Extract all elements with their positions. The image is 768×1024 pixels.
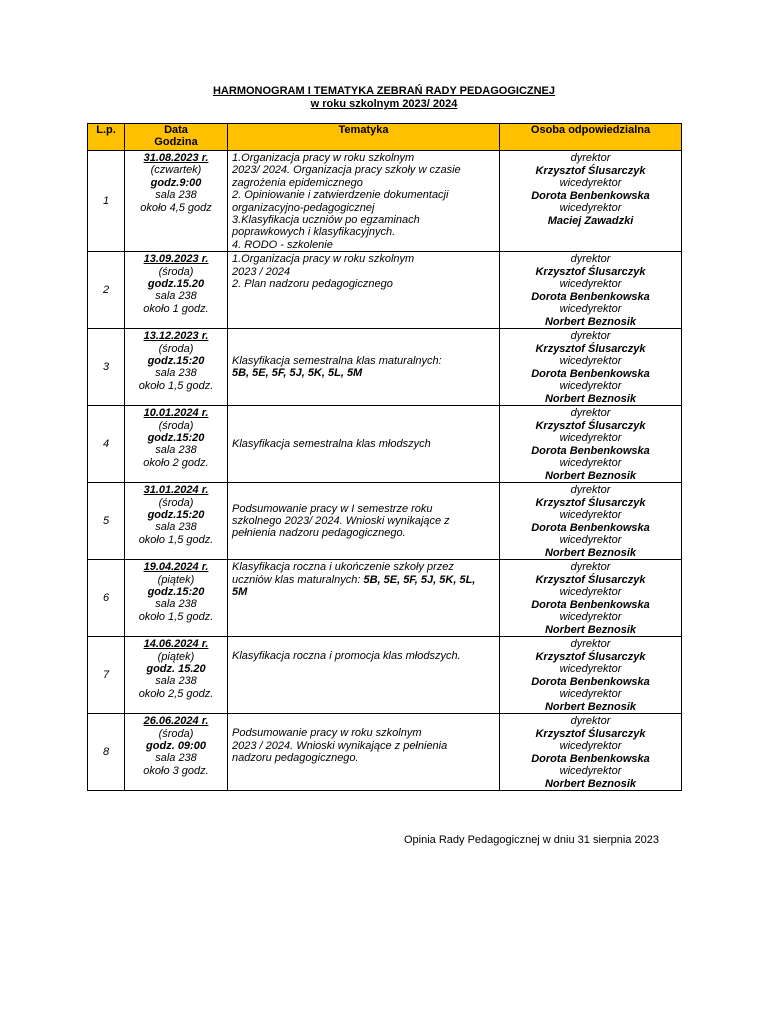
person-name: Dorota Benbenkowska bbox=[531, 290, 650, 303]
table-row bbox=[88, 560, 682, 637]
person-role: wicedyrektor bbox=[559, 765, 622, 778]
row-number: 2 bbox=[88, 252, 125, 329]
topic-line: Klasyfikacja semestralna klas maturalnych: bbox=[232, 354, 442, 367]
meeting-date: 19.04.2024 r. bbox=[143, 561, 209, 574]
topic-line: 2023/ 2024. Organizacja pracy szkoły w czasie bbox=[232, 164, 461, 177]
meeting-duration: około 4,5 godz bbox=[140, 201, 212, 214]
meeting-day: (środa) bbox=[158, 727, 194, 740]
person-role: dyrektor bbox=[570, 715, 611, 728]
meeting-duration: około 2,5 godz. bbox=[138, 687, 214, 700]
table-row bbox=[88, 714, 682, 791]
person-role: wicedyrektor bbox=[559, 380, 622, 393]
meeting-day: (środa) bbox=[158, 419, 194, 432]
date-cell bbox=[125, 714, 228, 791]
responsible-cell bbox=[500, 483, 682, 560]
table-row bbox=[88, 329, 682, 406]
responsible-cell bbox=[500, 406, 682, 483]
meeting-day: (piątek) bbox=[157, 573, 195, 586]
person-role: dyrektor bbox=[570, 407, 611, 420]
topic-cell bbox=[228, 151, 500, 252]
topic-cell bbox=[228, 637, 500, 714]
topic-line: Klasyfikacja semestralna klas młodszych bbox=[232, 438, 431, 451]
footer-note: Opinia Rady Pedagogicznej w dniu 31 sierpnia 2023 bbox=[404, 834, 660, 846]
person-role: dyrektor bbox=[570, 330, 611, 343]
topic-line: 2. Plan nadzoru pedagogicznego bbox=[232, 278, 393, 291]
person-role: wicedyrektor bbox=[559, 457, 622, 470]
meeting-hour: godz.15:20 bbox=[147, 509, 205, 522]
person-name: Norbert Beznosik bbox=[544, 315, 637, 328]
person-name: Norbert Beznosik bbox=[544, 777, 637, 790]
topic-line: nadzoru pedagogicznego. bbox=[232, 752, 359, 765]
person-name: Norbert Beznosik bbox=[544, 623, 637, 636]
meeting-hour: godz.9:00 bbox=[150, 176, 202, 189]
person-name: Dorota Benbenkowska bbox=[531, 598, 650, 611]
topic-cell bbox=[228, 329, 500, 406]
meeting-duration: około 1,5 godz. bbox=[138, 610, 214, 623]
person-role: wicedyrektor bbox=[559, 663, 622, 676]
responsible-cell bbox=[500, 637, 682, 714]
meeting-room: sala 238 bbox=[155, 189, 197, 202]
person-role: dyrektor bbox=[570, 152, 611, 164]
responsible-cell bbox=[500, 560, 682, 637]
topic-line: 2023 / 2024 bbox=[232, 265, 291, 278]
date-cell bbox=[125, 483, 228, 560]
responsible-cell bbox=[500, 252, 682, 329]
row-number: 4 bbox=[88, 406, 125, 483]
title-line-2: w roku szkolnym 2023/ 2024 bbox=[310, 98, 458, 110]
topic-cell bbox=[228, 252, 500, 329]
person-name: Dorota Benbenkowska bbox=[531, 444, 650, 457]
meeting-room: sala 238 bbox=[155, 444, 197, 457]
person-role: dyrektor bbox=[570, 638, 611, 651]
row-number: 3 bbox=[88, 329, 125, 406]
person-name: Dorota Benbenkowska bbox=[531, 521, 650, 534]
topic-line: Podsumowanie pracy w I semestrze roku bbox=[232, 502, 433, 515]
date-cell bbox=[125, 329, 228, 406]
person-name: Dorota Benbenkowska bbox=[531, 752, 650, 765]
meeting-hour: godz.15.20 bbox=[147, 278, 205, 291]
meeting-room: sala 238 bbox=[155, 598, 197, 611]
person-role: dyrektor bbox=[570, 561, 611, 574]
meeting-hour: godz.15:20 bbox=[147, 355, 205, 368]
person-name: Krzysztof Ślusarczyk bbox=[535, 727, 646, 740]
meeting-room: sala 238 bbox=[155, 290, 197, 303]
date-cell bbox=[125, 406, 228, 483]
person-role: wicedyrektor bbox=[559, 355, 622, 368]
meeting-room: sala 238 bbox=[155, 521, 197, 534]
table-row bbox=[88, 406, 682, 483]
topic-classes: 5B, 5E, 5F, 5J, 5K, 5L, 5M bbox=[232, 367, 363, 380]
title-line-1: HARMONOGRAM I TEMATYKA ZEBRAŃ RADY PEDAGOGICZNEJ bbox=[212, 85, 556, 97]
date-cell bbox=[125, 560, 228, 637]
person-name: Norbert Beznosik bbox=[544, 392, 637, 405]
person-role: wicedyrektor bbox=[559, 688, 622, 701]
meeting-duration: około 1,5 godz. bbox=[138, 533, 214, 546]
topic-line: organizacyjno-pedagogicznej bbox=[232, 201, 375, 214]
meeting-duration: około 2 godz. bbox=[143, 456, 209, 469]
header-lp: L.p. bbox=[88, 124, 125, 151]
topic-line bbox=[232, 574, 496, 586]
person-role: wicedyrektor bbox=[559, 586, 622, 599]
meeting-room: sala 238 bbox=[155, 367, 197, 380]
responsible-cell bbox=[500, 329, 682, 406]
meeting-hour: godz.15:20 bbox=[147, 586, 205, 599]
topic-line: Klasyfikacja roczna i promocja klas młodszych. bbox=[232, 650, 461, 663]
row-number: 5 bbox=[88, 483, 125, 560]
person-name: Norbert Beznosik bbox=[544, 469, 637, 482]
date-cell bbox=[125, 252, 228, 329]
topic-text: uczniów klas maturalnych: bbox=[232, 573, 364, 586]
person-name: Krzysztof Ślusarczyk bbox=[535, 573, 646, 586]
topic-line: 1.Organizacja pracy w roku szkolnym bbox=[232, 253, 415, 266]
meeting-duration: około 1,5 godz. bbox=[138, 379, 214, 392]
topic-line: 1.Organizacja pracy w roku szkolnym bbox=[232, 152, 415, 164]
person-role: wicedyrektor bbox=[559, 202, 622, 214]
person-name: Krzysztof Ślusarczyk bbox=[535, 650, 646, 663]
meeting-duration: około 1 godz. bbox=[143, 302, 209, 315]
topic-line: poprawkowych i klasyfikacyjnych. bbox=[232, 226, 396, 239]
person-name: Krzysztof Ślusarczyk bbox=[535, 164, 646, 177]
table-row bbox=[88, 483, 682, 560]
meeting-hour: godz. 09:00 bbox=[146, 740, 206, 753]
meeting-room: sala 238 bbox=[155, 675, 197, 688]
topic-cell bbox=[228, 406, 500, 483]
person-name: Dorota Benbenkowska bbox=[531, 367, 650, 380]
meeting-date: 31.08.2023 r. bbox=[143, 152, 209, 164]
date-cell bbox=[125, 637, 228, 714]
header-date-line1: Data bbox=[164, 124, 188, 136]
header-date-line2: Godzina bbox=[154, 136, 198, 148]
meeting-date: 26.06.2024 r. bbox=[143, 715, 209, 728]
table-row bbox=[88, 637, 682, 714]
topic-line: 3.Klasyfikacja uczniów po egzaminach bbox=[232, 214, 420, 227]
row-number: 1 bbox=[88, 151, 125, 252]
person-role: wicedyrektor bbox=[559, 278, 622, 291]
person-role: wicedyrektor bbox=[559, 611, 622, 624]
person-role: wicedyrektor bbox=[559, 303, 622, 316]
topic-cell bbox=[228, 560, 500, 637]
topic-line: zagrożenia epidemicznego bbox=[232, 176, 363, 189]
person-role: dyrektor bbox=[570, 484, 611, 497]
person-name: Krzysztof Ślusarczyk bbox=[535, 496, 646, 509]
header-date bbox=[125, 124, 228, 151]
topic-line: pełnienia nadzoru pedagogicznego. bbox=[232, 527, 406, 540]
topic-classes: 5M bbox=[232, 586, 248, 599]
meeting-day: (piątek) bbox=[157, 650, 195, 663]
person-name: Krzysztof Ślusarczyk bbox=[535, 265, 646, 278]
meeting-hour: godz. 15.20 bbox=[146, 663, 206, 676]
topic-line: 4. RODO - szkolenie bbox=[232, 238, 333, 251]
meeting-date: 31.01.2024 r. bbox=[143, 484, 209, 497]
row-number: 8 bbox=[88, 714, 125, 791]
person-name: Krzysztof Ślusarczyk bbox=[535, 419, 646, 432]
meeting-room: sala 238 bbox=[155, 752, 197, 765]
person-name: Dorota Benbenkowska bbox=[531, 189, 650, 202]
person-name: Dorota Benbenkowska bbox=[531, 675, 650, 688]
meeting-duration: około 3 godz. bbox=[143, 764, 209, 777]
date-cell bbox=[125, 151, 228, 252]
responsible-cell bbox=[500, 714, 682, 791]
person-role: wicedyrektor bbox=[559, 177, 622, 189]
table-header-row bbox=[88, 124, 682, 151]
person-role: wicedyrektor bbox=[559, 740, 622, 753]
person-name: Norbert Beznosik bbox=[544, 546, 637, 559]
topic-line: Podsumowanie pracy w roku szkolnym bbox=[232, 727, 422, 740]
header-person: Osoba odpowiedzialna bbox=[500, 124, 682, 151]
topic-line: Klasyfikacja roczna i ukończenie szkoły przez bbox=[232, 561, 454, 574]
meeting-date: 14.06.2024 r. bbox=[143, 638, 209, 651]
meeting-day: (czwartek) bbox=[150, 164, 202, 177]
row-number: 6 bbox=[88, 560, 125, 637]
topic-cell bbox=[228, 714, 500, 791]
header-topic: Tematyka bbox=[228, 124, 500, 151]
topic-line: szkolnego 2023/ 2024. Wnioski wynikające z bbox=[232, 515, 450, 528]
person-name: Maciej Zawadzki bbox=[547, 214, 634, 227]
meeting-day: (środa) bbox=[158, 342, 194, 355]
person-name: Norbert Beznosik bbox=[544, 700, 637, 713]
topic-classes: 5B, 5E, 5F, 5J, 5K, 5L, bbox=[363, 573, 476, 586]
topic-line: 2023 / 2024. Wnioski wynikające z pełnienia bbox=[232, 739, 448, 752]
meeting-date: 10.01.2024 r. bbox=[143, 407, 209, 420]
person-role: wicedyrektor bbox=[559, 432, 622, 445]
topic-line: 2. Opiniowanie i zatwierdzenie dokumentacji bbox=[232, 189, 449, 202]
meeting-date: 13.09.2023 r. bbox=[143, 253, 209, 266]
person-role: wicedyrektor bbox=[559, 509, 622, 522]
meeting-date: 13.12.2023 r. bbox=[143, 330, 209, 343]
row-number: 7 bbox=[88, 637, 125, 714]
table-row bbox=[88, 151, 682, 252]
schedule-table bbox=[87, 123, 682, 791]
person-role: wicedyrektor bbox=[559, 534, 622, 547]
meeting-day: (środa) bbox=[158, 496, 194, 509]
meeting-hour: godz.15:20 bbox=[147, 432, 205, 445]
table-row bbox=[88, 252, 682, 329]
document-title bbox=[0, 85, 768, 111]
person-name: Krzysztof Ślusarczyk bbox=[535, 342, 646, 355]
responsible-cell bbox=[500, 151, 682, 252]
person-role: dyrektor bbox=[570, 253, 611, 266]
meeting-day: (środa) bbox=[158, 265, 194, 278]
topic-cell bbox=[228, 483, 500, 560]
